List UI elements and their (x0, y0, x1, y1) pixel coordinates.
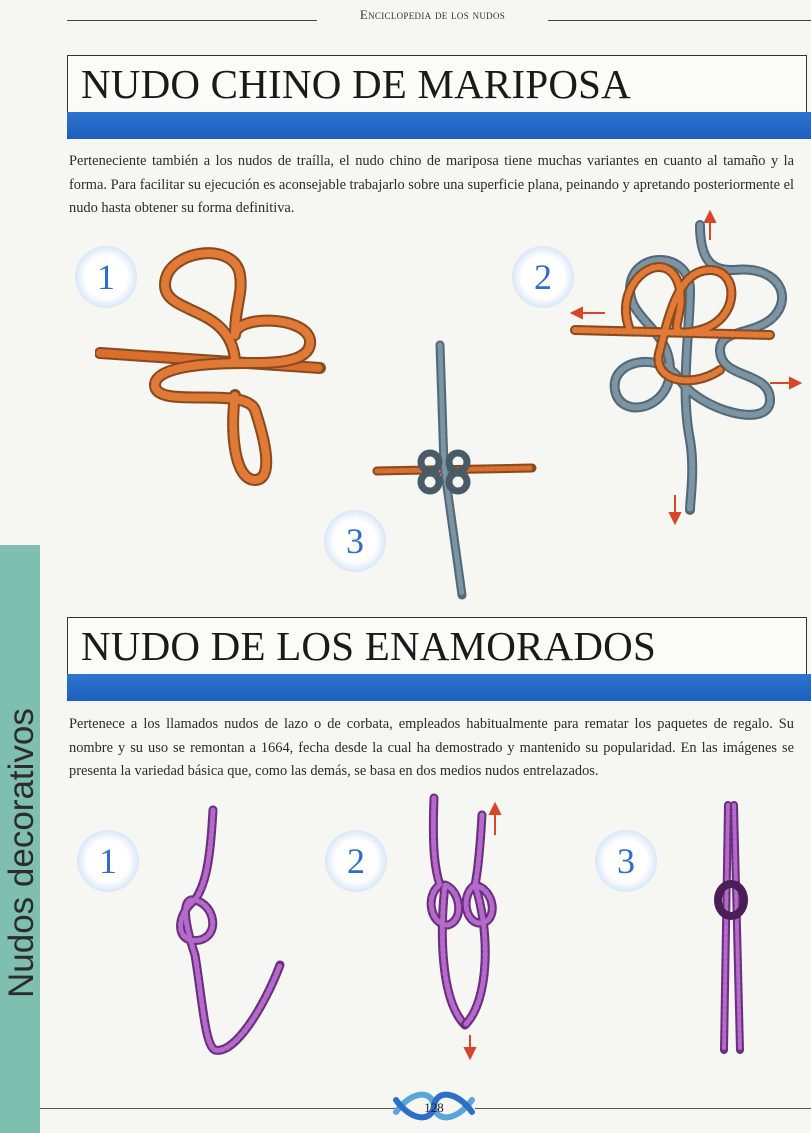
page-number: 128 (424, 1100, 444, 1115)
section2-title-box (67, 617, 807, 675)
section1-title-bar (67, 112, 811, 139)
section1-title: NUDO CHINO DE MARIPOSA (81, 61, 631, 107)
section1-step-2-badge: 2 (512, 246, 574, 308)
section2-title: NUDO DE LOS ENAMORADOS (81, 623, 656, 669)
section2-step-1-badge: 1 (77, 830, 139, 892)
section2-paragraph: Pertenece a los llamados nudos de lazo o de corbata, empleados habitualmente para rematar los paquetes de regalo. Su nombre y su uso se remontan a 1664, fecha desde la cual ha demostrado y mantenido su popularidad. En las imágenes se presenta la variedad básica que, como las demás, se basa en dos medios nudos entrelazados. (69, 716, 794, 779)
butterfly-knot-step3-figure (372, 340, 542, 605)
knot-center (718, 884, 744, 916)
rope-purple (181, 810, 280, 1050)
section2-step-2-badge: 2 (325, 830, 387, 892)
running-head: Enciclopedia de los nudos (359, 7, 506, 22)
section2-title-bar (67, 674, 811, 701)
butterfly-knot-step1-figure (95, 235, 335, 495)
header-rule-right (548, 20, 811, 21)
footer-rule-right (475, 1108, 811, 1109)
section2-step-3-badge: 3 (595, 830, 657, 892)
section1-step-3-badge: 3 (324, 510, 386, 572)
side-tab-label: Nudos decorativos (2, 708, 41, 998)
section1-step-1-badge: 1 (75, 246, 137, 308)
side-tab (0, 545, 40, 1133)
rope-purple-core (181, 810, 280, 1050)
lovers-knot-step3-figure (700, 800, 760, 1060)
lovers-knot-step1-figure (165, 805, 295, 1060)
section2-title-block (67, 617, 811, 705)
butterfly-knot-step2-figure (570, 210, 802, 530)
header-rule-left (67, 20, 317, 21)
section1-title-block (67, 55, 811, 143)
section1-title-box (67, 55, 807, 113)
lovers-knot-step2-figure (420, 790, 530, 1070)
section1-paragraph: Perteneciente también a los nudos de traílla, el nudo chino de mariposa tiene muchas variantes en cuanto al tamaño y la forma. Para facilitar su ejecución es aconsejable trabajarlo sobre una superficie plana, peinando y apretando posteriormente el nudo hasta obtener su forma definitiva. (69, 153, 794, 216)
footer-rule-left (40, 1108, 395, 1109)
